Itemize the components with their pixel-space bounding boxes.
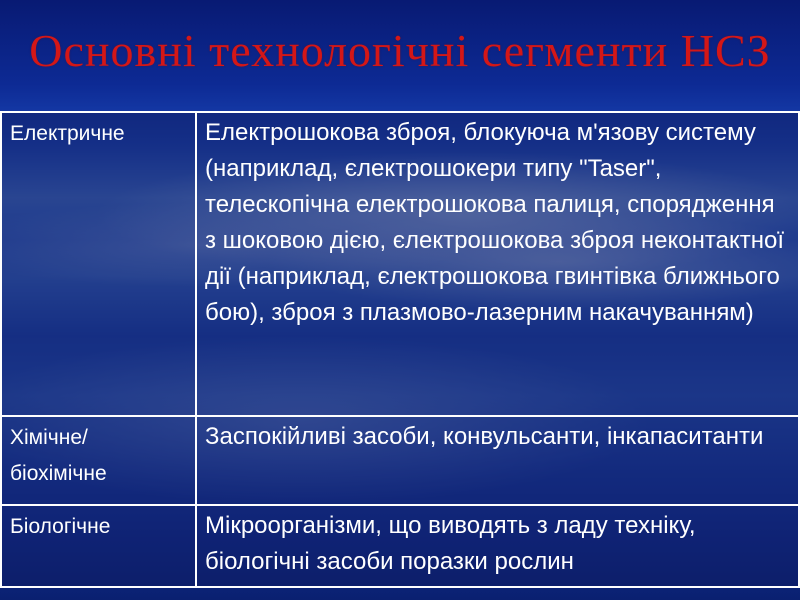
category-cell: Електричне [1,112,196,416]
description-cell: Електрошокова зброя, блокуюча м'язову систему (наприклад, єлектрошокери типу "Taser", телескопічна електрошокова палиця, спорядження з шоковою дією, єлектрошокова зброя неконтактної дії (наприклад, єлектрошокова гвинтівка ближнього бою), зброя з плазмово-лазерним накачуванням) [196,112,799,416]
table-row [1,416,799,505]
segments-table [0,111,800,588]
category-cell: Хімічне/ біохімічне [1,416,196,505]
table-row [1,505,799,587]
description-cell: Мікроорганізми, що виводять з ладу техніку, біологічні засоби поразки рослин [196,505,799,587]
description-cell: Заспокійливі засоби, конвульсанти, інкапаситанти [196,416,799,505]
slide-title: Основні технологічні сегменти НСЗ [29,25,771,76]
category-cell: Біологічне [1,505,196,587]
table-row [1,112,799,416]
